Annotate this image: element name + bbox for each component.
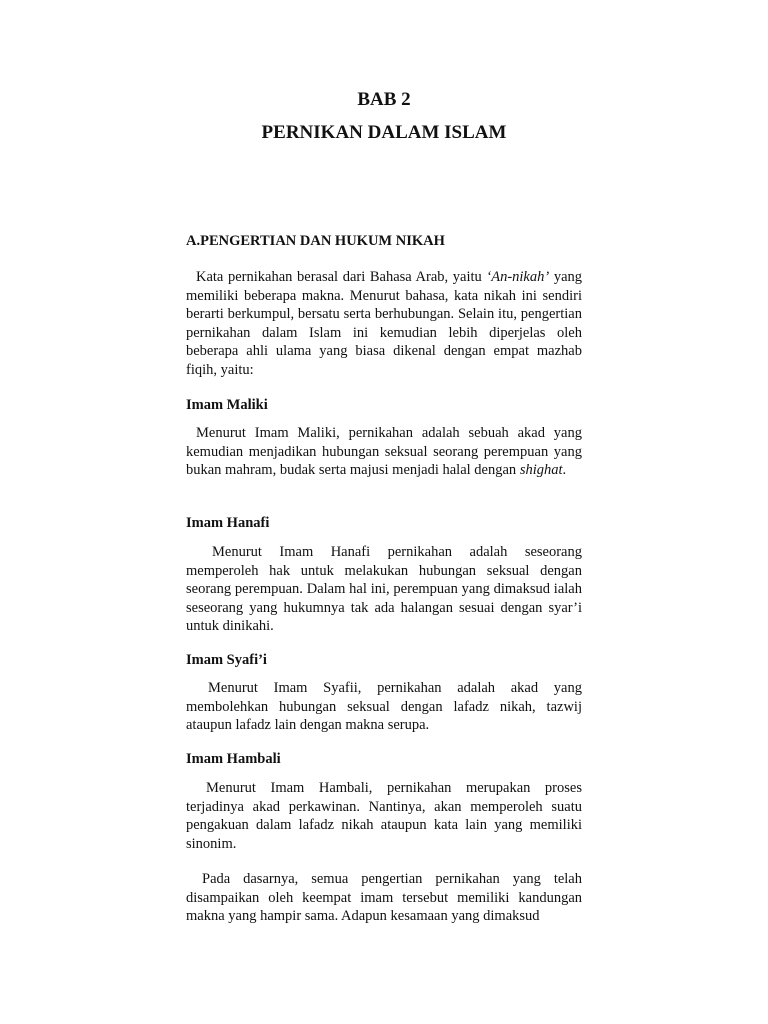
heading-imam-syafii: Imam Syafi’i (186, 652, 267, 668)
maliki-text: Menurut Imam Maliki, pernikahan adalah sebuah akad yang kemudian menjadikan hubungan seksual seorang perempuan yang bukan mahram, budak serta majusi menjadi halal dengan (186, 425, 582, 479)
paragraph-imam-hanafi: Menurut Imam Hanafi pernikahan adalah seseorang memperoleh hak untuk melakukan hubungan seksual dengan seorang perempuan. Dalam hal ini, perempuan yang dimaksud ialah seseorang yang hukumnya tak ada halangan sesuai dengan syar’i untuk dinikahi. (186, 544, 582, 635)
intro-term: ‘An-nikah’ (486, 269, 550, 285)
chapter-title: PERNIKAN DALAM ISLAM (261, 122, 507, 143)
maliki-end: . (562, 462, 567, 479)
paragraph-imam-maliki (186, 424, 582, 480)
chapter-number: BAB 2 (357, 89, 411, 110)
paragraph-imam-syafii: Menurut Imam Syafii, pernikahan adalah akad yang membolehkan hubungan seksual dengan lafadz nikah, tazwij ataupun lafadz lain dengan makna serupa. (186, 680, 582, 734)
paragraph-imam-hambali: Menurut Imam Hambali, pernikahan merupakan proses terjadinya akad perkawinan. Nantinya, akan memperoleh suatu pengakuan dalam lafadz nikah ataupun kata lain yang memiliki sinonim. (186, 780, 582, 852)
section-heading: A.PENGERTIAN DAN HUKUM NIKAH (186, 233, 445, 249)
heading-imam-maliki: Imam Maliki (186, 397, 268, 413)
intro-paragraph (186, 268, 582, 380)
heading-imam-hanafi: Imam Hanafi (186, 515, 270, 531)
maliki-term: shighat (519, 462, 563, 479)
paragraph-conclusion: Pada dasarnya, semua pengertian pernikahan yang telah disampaikan oleh keempat imam tersebut memiliki kandungan makna yang hampir sama. Adapun kesamaan yang dimaksud (186, 871, 582, 925)
intro-text-after: yang memiliki beberapa makna. Menurut bahasa, kata nikah ini sendiri berarti berkumpul, bersatu serta berhubungan. Selain itu, pengertian pernikahan dalam Islam ini kemudian lebih diperjelas oleh beberapa ahli ulama yang biasa dikenal dengan empat mazhab fiqih, yaitu: (186, 269, 583, 378)
heading-imam-hambali: Imam Hambali (186, 751, 281, 767)
intro-text-before: Kata pernikahan berasal dari Bahasa Arab, yaitu (196, 269, 487, 285)
